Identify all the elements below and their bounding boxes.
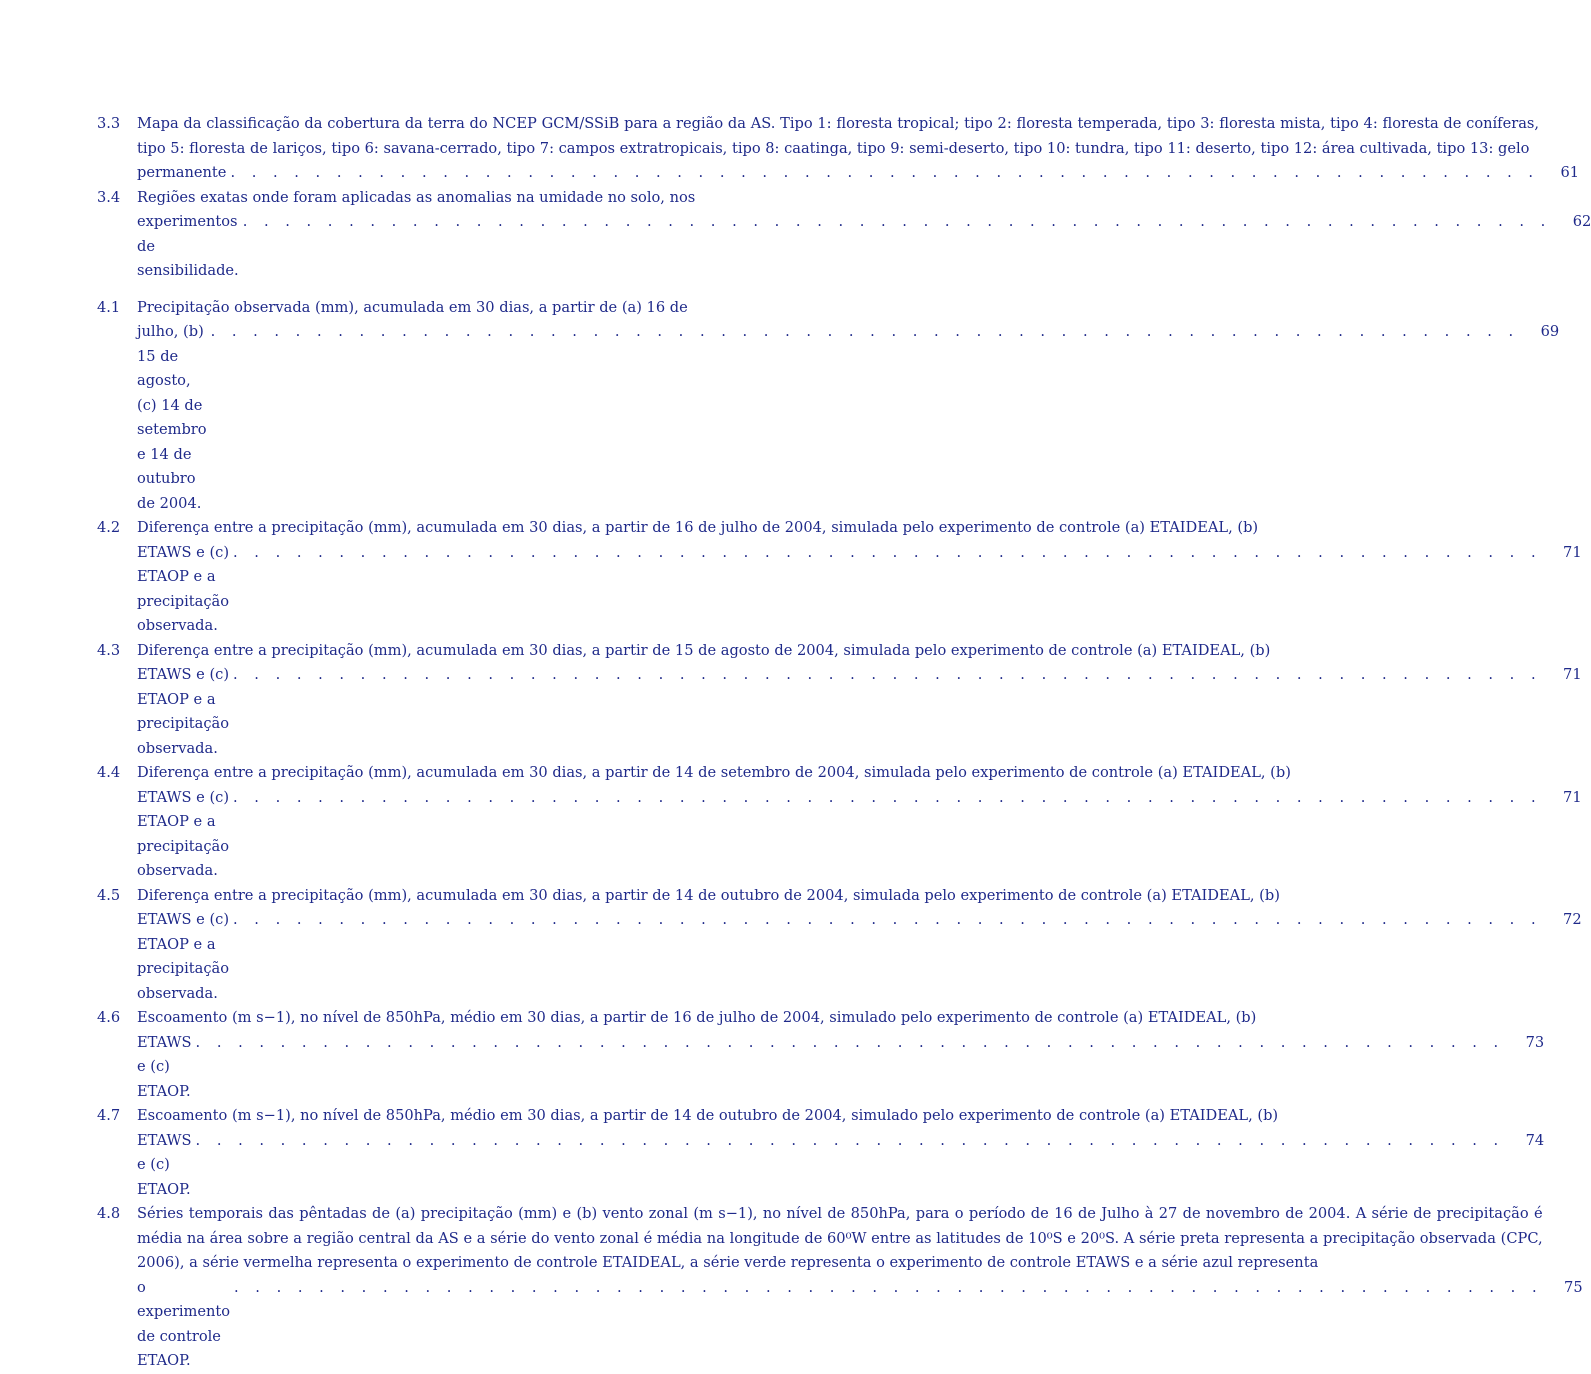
figure-number: 4.3	[97, 641, 121, 659]
figure-caption: Mapa da classificação da cobertura da terra do NCEP GCM/SSiB para a região da AS. Tipo 1: floresta tropical; tipo 2: floresta temperada, tipo 3: floresta mista, tipo 4: floresta de coníferas, tipo 5: floresta de lariços, tipo 6: savana-cerrado, tipo 7: campos extratropicais, tipo 8: caatinga, tipo 9: semi-deserto, tipo 10: tundra, tipo 11: deserto, tipo 12: área cultivada, tipo 13: gelo	[137, 115, 1540, 157]
figure-caption: Diferença entre a precipitação (mm), acumulada em 30 dias, a partir de 14 de setembro de 2004, simulada pelo experimento de controle (a) ETAIDEAL, (b)	[137, 764, 1291, 781]
leader-dots: . . . . . . . . . . . . . . . . . . . . . . . . . . . . . . . . . . . . . . . . . . . . . . . . . . . . . . . . . . . . . .	[233, 911, 1542, 928]
figure-caption-end: julho, (b) 15 de agosto, (c) 14 de setembro e 14 de outubro de 2004.	[137, 323, 207, 512]
figure-caption: Séries temporais das pêntadas de (a) precipitação (mm) e (b) vento zonal (m s−1), no nível de 850hPa, para o período de 16 de Julho à 27 de novembro de 2004. A série de precipitação é média na área sobre a região central da AS e a série do vento zonal é média na longitude de 60⁰W entre as latitudes de 10⁰S e 20⁰S. A série preta representa a precipitação observada (CPC, 2006), a série vermelha representa o experimento de controle ETAIDEAL, a série verde representa o experimento de controle ETAWS e a série azul representa	[137, 1205, 1543, 1271]
figure-entry-4-3[interactable]	[97, 639, 1582, 762]
page-number[interactable]: 71	[1563, 666, 1582, 683]
figure-caption: Diferença entre a precipitação (mm), acumulada em 30 dias, a partir de 16 de julho de 2004, simulada pelo experimento de controle (a) ETAIDEAL, (b)	[137, 519, 1259, 536]
figure-caption: Escoamento (m s−1), no nível de 850hPa, médio em 30 dias, a partir de 16 de julho de 2004, simulado pelo experimento de controle (a) ETAIDEAL, (b)	[137, 1009, 1257, 1026]
leader-dots: . . . . . . . . . . . . . . . . . . . . . . . . . . . . . . . . . . . . . . . . . . . . . . . . . . . . . . . . . . . . . .	[233, 788, 1542, 806]
leader-dots: . . . . . . . . . . . . . . . . . . . . . . . . . . . . . . . . . . . . . . . . . . . . . . . . . . . . . . . . . . . . . .	[233, 543, 1542, 561]
figure-number: 4.8	[97, 1205, 121, 1222]
figure-entry-4-6[interactable]	[97, 1006, 1545, 1104]
page-number[interactable]: 71	[1563, 788, 1582, 806]
page-number[interactable]: 74	[1525, 1131, 1545, 1149]
figure-caption-end: experimentos de sensibilidade.	[137, 213, 239, 279]
figure-number: 4.2	[97, 519, 121, 536]
figure-caption: Escoamento (m s−1), no nível de 850hPa, médio em 30 dias, a partir de 14 de outubro de 2004, simulado pelo experimento de controle (a) ETAIDEAL, (b)	[137, 1107, 1279, 1124]
leader-dots: . . . . . . . . . . . . . . . . . . . . . . . . . . . . . . . . . . . . . . . . . . . . . . . . . . . . . . . . . . . . . .	[195, 1033, 1505, 1051]
page-number[interactable]: 69	[1540, 323, 1560, 340]
leader-dots: . . . . . . . . . . . . . . . . . . . . . . . . . . . . . . . . . . . . . . . . . . . . . . . . . . . . . . . . . . . . . .	[210, 323, 1520, 340]
figure-caption-end: ETAWS e (c) ETAOP e a precipitação observada.	[137, 788, 230, 879]
figure-number: 3.4	[97, 188, 121, 206]
leader-dots: . . . . . . . . . . . . . . . . . . . . . . . . . . . . . . . . . . . . . . . . . . . . . . . . . . . . . . . . . . . . . .	[234, 1278, 1543, 1296]
figure-caption-end: permanente	[137, 164, 227, 181]
figure-caption: Precipitação observada (mm), acumulada em 30 dias, a partir de (a) 16 de	[137, 298, 688, 316]
figure-caption-end: ETAWS e (c) ETAOP e a precipitação observada.	[137, 911, 230, 1002]
list-of-figures	[97, 112, 1591, 1374]
leader-dots: . . . . . . . . . . . . . . . . . . . . . . . . . . . . . . . . . . . . . . . . . . . . . . . . . . . . . . . . . . . . . .	[233, 666, 1542, 683]
page-number[interactable]: 75	[1564, 1278, 1583, 1296]
figure-caption-end: ETAWS e (c) ETAOP.	[137, 1033, 192, 1100]
leader-dots: . . . . . . . . . . . . . . . . . . . . . . . . . . . . . . . . . . . . . . . . . . . . . . . . . . . . . . . . . . . . . .	[242, 213, 1552, 230]
figure-entry-4-8[interactable]	[97, 1202, 1583, 1374]
page-number[interactable]: 62	[1572, 213, 1591, 230]
figure-caption-end: ETAWS e (c) ETAOP e a precipitação observada.	[137, 666, 230, 757]
figure-number: 4.6	[97, 1009, 121, 1026]
page-number[interactable]: 61	[1560, 164, 1580, 181]
figure-number: 4.5	[97, 886, 121, 904]
figure-caption-end: ETAWS e (c) ETAOP e a precipitação observada.	[137, 543, 230, 634]
leader-dots: . . . . . . . . . . . . . . . . . . . . . . . . . . . . . . . . . . . . . . . . . . . . . . . . . . . . . . . . . . . . . .	[230, 164, 1540, 181]
figure-entry-4-2[interactable]	[97, 516, 1582, 639]
figure-caption: Diferença entre a precipitação (mm), acumulada em 30 dias, a partir de 14 de outubro de 2004, simulada pelo experimento de controle (a) ETAIDEAL, (b)	[137, 886, 1280, 904]
chapter-gap	[97, 284, 729, 296]
figure-entry-4-7[interactable]	[97, 1104, 1545, 1202]
figure-entry-4-4[interactable]	[97, 761, 1582, 884]
page-number[interactable]: 73	[1525, 1033, 1545, 1051]
figure-entry-3-3[interactable]	[97, 112, 1580, 186]
figure-caption-end: o experimento de controle ETAOP.	[137, 1278, 231, 1369]
figure-caption-end: ETAWS e (c) ETAOP.	[137, 1131, 192, 1198]
figure-entry-3-4[interactable]	[97, 186, 1591, 284]
page-number[interactable]: 71	[1563, 543, 1582, 561]
figure-entry-4-1[interactable]	[97, 296, 1560, 517]
leader-dots: . . . . . . . . . . . . . . . . . . . . . . . . . . . . . . . . . . . . . . . . . . . . . . . . . . . . . . . . . . . . . .	[195, 1131, 1505, 1149]
figure-caption: Diferença entre a precipitação (mm), acumulada em 30 dias, a partir de 15 de agosto de 2004, simulada pelo experimento de controle (a) ETAIDEAL, (b)	[137, 641, 1271, 659]
figure-number: 4.1	[97, 298, 121, 316]
page-number[interactable]: 72	[1563, 911, 1582, 928]
figure-number: 4.7	[97, 1107, 121, 1124]
figure-entry-4-5[interactable]	[97, 884, 1582, 1007]
figure-number: 3.3	[97, 115, 121, 132]
figure-number: 4.4	[97, 764, 121, 781]
figure-caption: Regiões exatas onde foram aplicadas as anomalias na umidade no solo, nos	[137, 188, 696, 206]
